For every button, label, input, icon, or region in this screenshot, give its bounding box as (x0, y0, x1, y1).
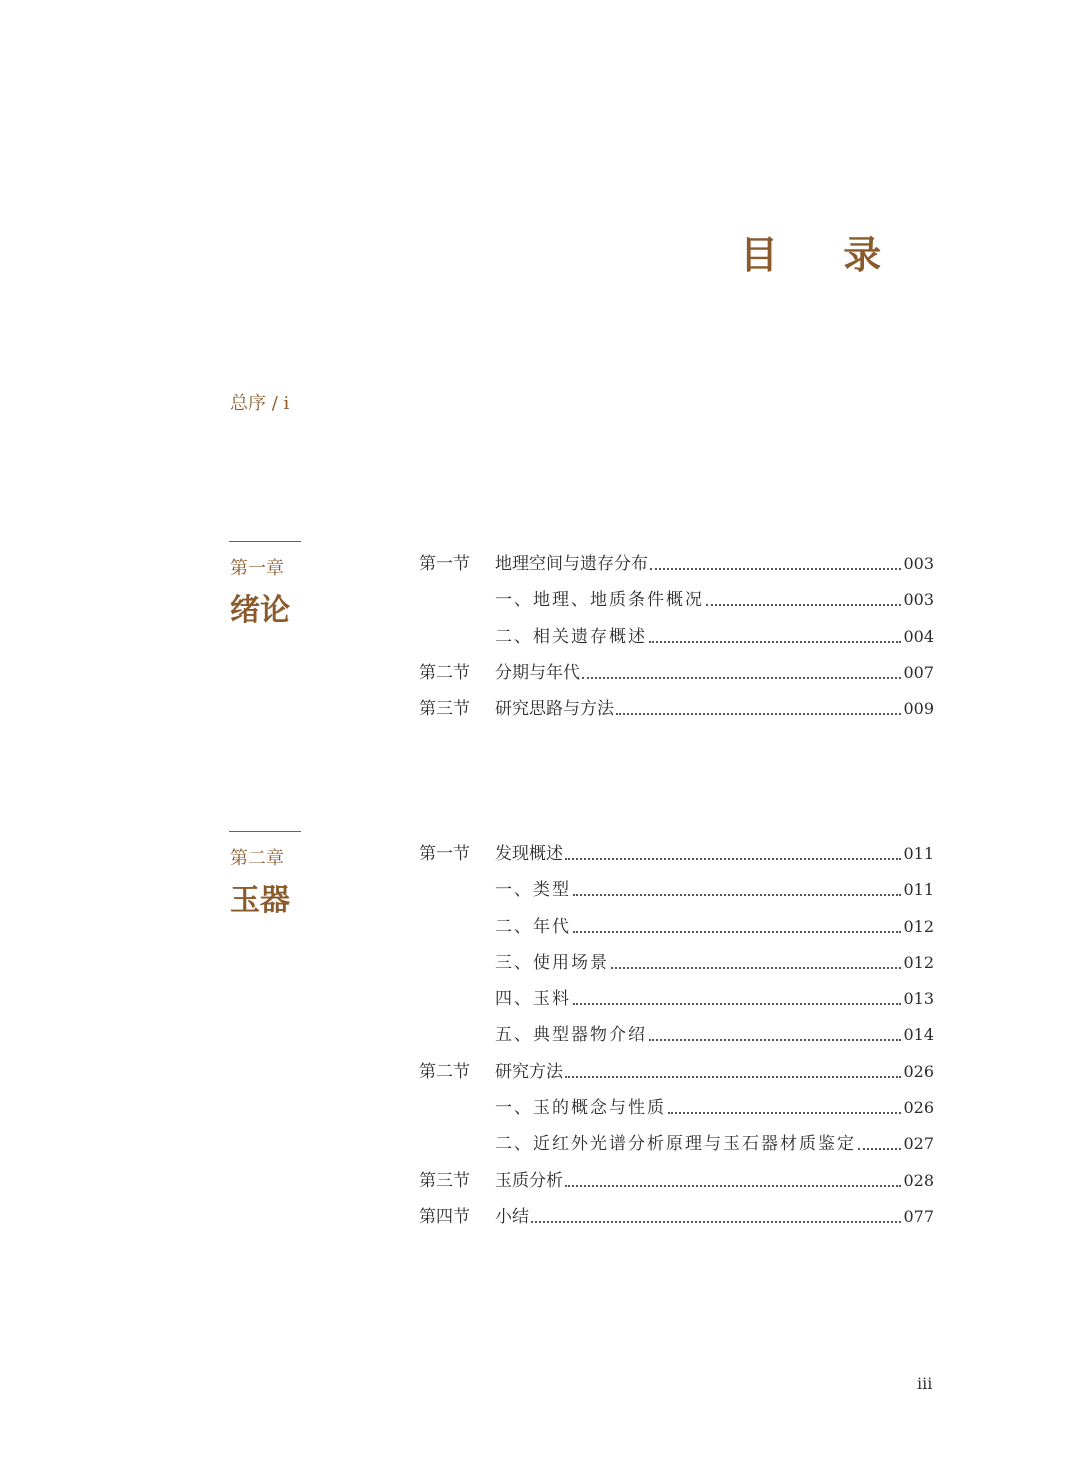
entry-page-number: 007 (903, 662, 934, 682)
entry-page-number: 003 (903, 554, 934, 573)
entry-title: 五、典型器物介绍 (495, 1025, 647, 1046)
toc-entry[interactable] (419, 1133, 934, 1169)
entry-title: 发现概述 (495, 844, 563, 864)
dot-leader (573, 988, 901, 1005)
chapter-number: 第一章 (230, 558, 284, 579)
dot-leader (616, 698, 901, 715)
entry-title: 小结 (495, 1206, 529, 1227)
entry-title: 一、类型 (495, 880, 571, 901)
dot-leader (565, 843, 901, 860)
chapter-divider (229, 831, 301, 832)
entry-title: 一、玉的概念与性质 (495, 1098, 666, 1119)
entry-title: 三、使用场景 (495, 952, 609, 973)
preface-entry[interactable]: 总序 / i (230, 393, 290, 414)
dot-leader (565, 1170, 901, 1187)
entry-page-number: 009 (903, 699, 934, 719)
dot-leader (531, 1206, 901, 1223)
toc-entry[interactable] (419, 1061, 934, 1097)
entry-page-number: 027 (903, 1134, 934, 1154)
dot-leader (649, 1024, 901, 1041)
section-label: 第二节 (419, 662, 470, 683)
toc-entry[interactable] (419, 1097, 934, 1133)
section-label: 第一节 (419, 844, 470, 864)
entry-title: 二、近红外光谱分析原理与玉石器材质鉴定 (495, 1134, 856, 1155)
section-label: 第一节 (419, 554, 470, 574)
section-label: 第三节 (419, 699, 470, 720)
toc-entry[interactable] (419, 988, 934, 1024)
entry-page-number: 011 (903, 844, 934, 863)
entry-page-number: 004 (903, 626, 934, 646)
entry-title: 研究方法 (495, 1061, 563, 1082)
entry-page-number: 026 (903, 1098, 934, 1118)
dot-leader (582, 662, 901, 679)
dot-leader (573, 916, 901, 933)
toc-entry[interactable] (419, 879, 934, 915)
entry-page-number: 012 (903, 952, 934, 972)
dot-leader (611, 952, 901, 969)
entry-page-number: 003 (903, 590, 934, 610)
entry-title: 研究思路与方法 (495, 699, 614, 720)
dot-leader (706, 589, 901, 606)
entry-page-number: 013 (903, 989, 934, 1009)
toc-entry[interactable] (419, 662, 934, 698)
toc-entry[interactable] (419, 916, 934, 952)
dot-leader (650, 553, 901, 570)
entry-title: 分期与年代 (495, 662, 580, 683)
toc-entry[interactable] (419, 1170, 934, 1206)
toc-entry[interactable] (419, 843, 934, 879)
toc-entry[interactable] (419, 589, 934, 625)
entry-title: 四、玉料 (495, 989, 571, 1010)
dot-leader (565, 1061, 901, 1078)
page-number: iii (917, 1374, 933, 1393)
entry-title: 玉质分析 (495, 1170, 563, 1191)
toc-entry[interactable] (419, 626, 934, 662)
entry-page-number: 077 (903, 1206, 934, 1226)
entry-title: 地理空间与遗存分布 (495, 554, 648, 574)
toc-entry[interactable] (419, 952, 934, 988)
entry-title: 一、地理、地质条件概况 (495, 590, 704, 611)
entry-title: 二、年代 (495, 916, 571, 937)
section-label: 第三节 (419, 1170, 470, 1191)
entry-title: 二、相关遗存概述 (495, 626, 647, 647)
entry-page-number: 012 (903, 916, 934, 936)
entry-page-number: 026 (903, 1061, 934, 1081)
entry-page-number: 011 (903, 880, 934, 900)
section-label: 第二节 (419, 1061, 470, 1082)
toc-entry[interactable] (419, 1206, 934, 1242)
chapter-divider (229, 541, 301, 542)
chapter-title: 玉器 (230, 883, 290, 918)
toc-title: 目 录 (740, 232, 908, 277)
chapter-entries (419, 553, 934, 734)
section-label: 第四节 (419, 1206, 470, 1227)
entry-page-number: 014 (903, 1025, 934, 1045)
toc-entry[interactable] (419, 1024, 934, 1060)
chapter-title: 绪论 (230, 593, 290, 628)
dot-leader (573, 879, 901, 896)
dot-leader (858, 1133, 901, 1150)
entry-page-number: 028 (903, 1170, 934, 1190)
chapter-number: 第二章 (230, 848, 284, 869)
toc-entry[interactable] (419, 553, 934, 589)
dot-leader (649, 626, 901, 643)
chapter-entries (419, 843, 934, 1242)
dot-leader (668, 1097, 901, 1114)
toc-entry[interactable] (419, 698, 934, 734)
